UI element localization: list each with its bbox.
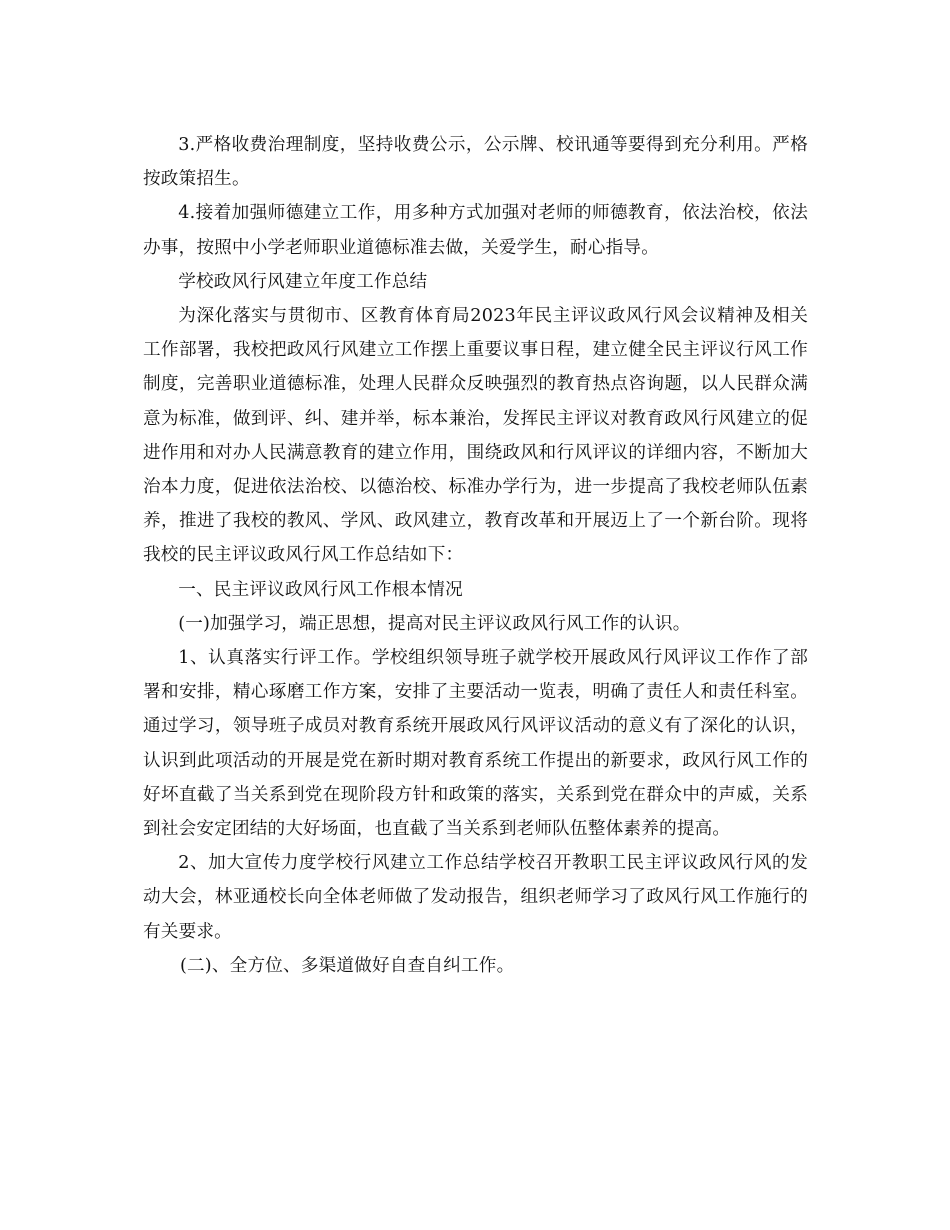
paragraph-teacher-ethics: 4.接着加强师德建立工作，用多种方式加强对老师的师德教育，依法治校，依法办事，按照中小学老师职业道德标准去做，关爱学生，耐心指导。	[143, 203, 808, 258]
section-title-annual-summary: 学校政风行风建立年度工作总结	[178, 271, 428, 292]
paragraph-implement-evaluation: 1、认真落实行评工作。学校组织领导班子就学校开展政风行风评议工作作了部署和安排，精心琢磨工作方案，安排了主要活动一览表，明确了责任人和责任科室。通过学习，领导班子成员对教育系统开展政风行风评议活动的意义有了深化的认识，认识到此项活动的开展是党在新时期对教育系统工作提出的新要求，政风行风工作的好坏直截了当关系到党在现阶段方针和政策的落实，关系到党在群众中的声威，关系到社会安定团结的大好场面，也直截了当关系到老师队伍整体素养的提高。	[143, 648, 808, 840]
document-body	[143, 128, 808, 983]
subheading-self-inspection: (二)、全方位、多渠道做好自查自纠工作。	[179, 955, 515, 976]
subheading-strengthen-learning: (一)加强学习，端正思想，提高对民主评议政风行风工作的认识。	[178, 613, 691, 634]
paragraph-introduction: 为深化落实与贯彻市、区教育体育局2023年民主评议政风行风会议精神及相关工作部署，我校把政风行风建立工作摆上重要议事日程，建立健全民主评议行风工作制度，完善职业道德标准，处理人民群众反映强烈的教育热点咨询题，以人民群众满意为标准，做到评、纠、建并举，标本兼治，发挥民主评议对教育政风行风建立的促进作用和对办人民满意教育的建立作用，围绕政风和行风评议的详细内容，不断加大治本力度，促进依法治校、以德治校、标准办学行为，进一步提高了我校老师队伍素养，推进了我校的教风、学风、政风建立，教育改革和开展迈上了一个新台阶。现将我校的民主评议政风行风工作总结如下：	[143, 306, 808, 566]
paragraph-fee-management: 3.严格收费治理制度，坚持收费公示，公示牌、校讯通等要得到充分利用。严格按政策招生。	[143, 135, 808, 190]
paragraph-publicity: 2、加大宣传力度学校行风建立工作总结学校召开教职工民主评议政风行风的发动大会，林亚通校长向全体老师做了发动报告，组织老师学习了政风行风工作施行的有关要求。	[143, 853, 808, 942]
heading-basic-situation: 一、民主评议政风行风工作根本情况	[178, 579, 463, 600]
